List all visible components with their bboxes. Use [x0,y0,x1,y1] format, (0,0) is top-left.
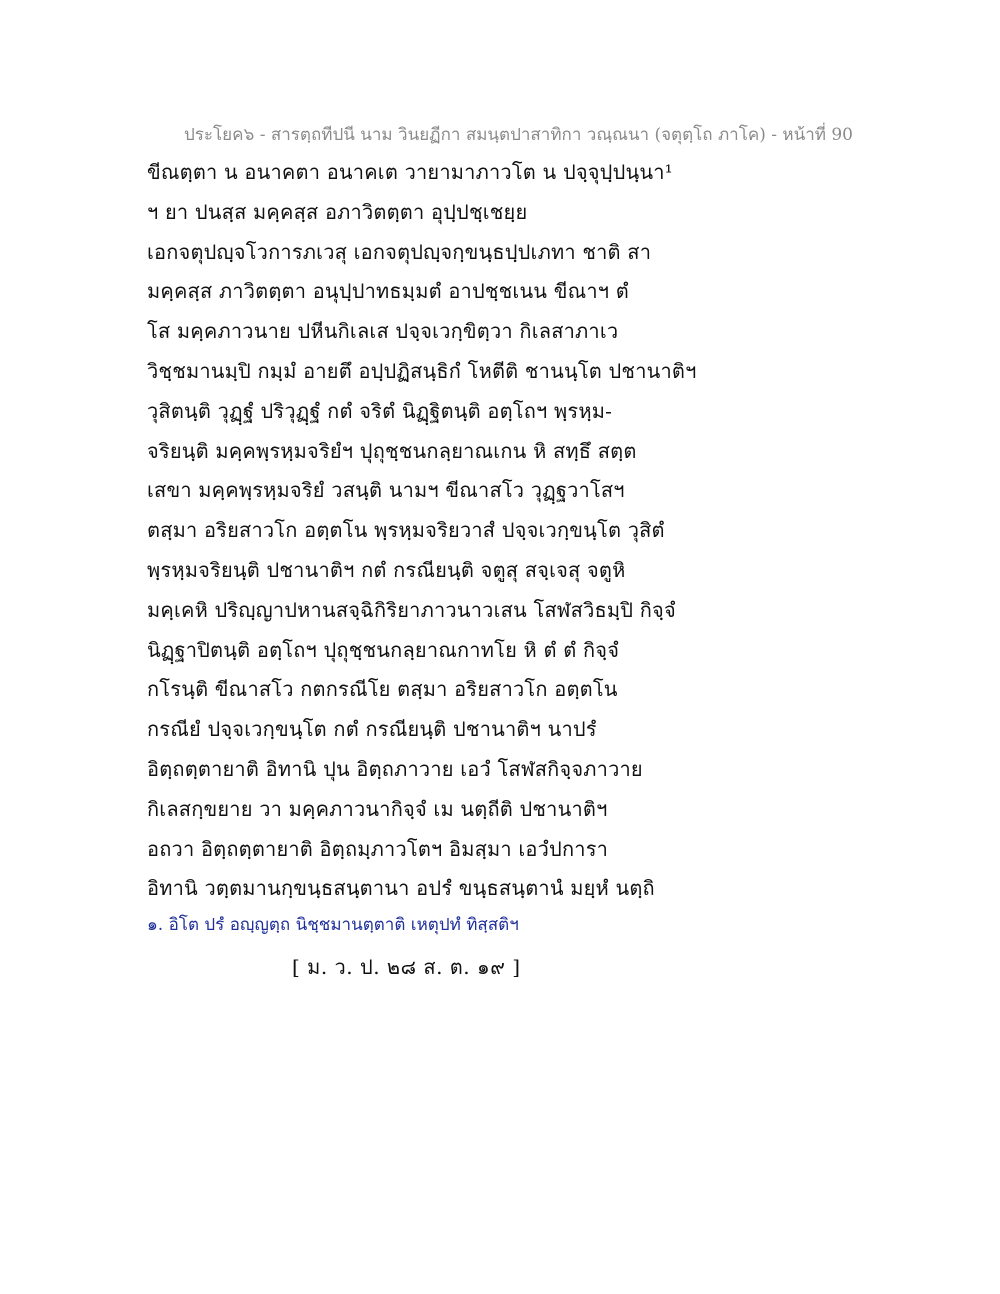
body-line: วิชฺชมานมฺปิ กมฺมํ อายตึ อปฺปฏิสนฺธิกํ โหตีติ ชานนฺโต ปชานาติฯ [147,358,697,383]
body-line: ตสฺมา อริยสาวโก อตฺตโน พฺรหฺมจริยวาสํ ปจฺจเวกฺขนฺโต วุสิตํ [147,518,665,543]
body-line: กรณียํ ปจฺจเวกฺขนฺโต กตํ กรณียนฺติ ปชานาติฯ นาปรํ [147,717,597,742]
footnote: ๑. อิโต ปรํ อญฺญตฺถ นิชฺชมานตฺตาติ เหตุปทํ ทิสฺสติฯ [147,915,519,935]
body-line: มคฺเคหิ ปริญฺญาปหานสจฺฉิกิริยาภาวนาวเสน โสฬสวิธมฺปิ กิจฺจํ [147,597,676,622]
body-line: เอกจตุปญฺจโวการภเวสุ เอกจตุปญฺจกฺขนฺธปฺปเภทา ชาติ สา [147,239,652,264]
body-line: จริยนฺติ มคฺคพฺรหฺมจริยํฯ ปุถุชฺชนกลฺยาณเกน หิ สทฺธึ สตฺต [147,438,637,463]
page-header: ประโยค๖ - สารตฺถทีปนี นาม วินยฏีกา สมนฺตปาสาทิกา วณฺณนา (จตุตฺโถ ภาโค) - หน้าที่ 90 [184,125,853,145]
body-line: อถวา อิตฺถตฺตายาติ อิตฺถมฺภาวโตฯ อิมสฺมา เอวํปการา [147,836,609,861]
body-line: อิทานิ วตฺตมานกฺขนฺธสนฺตานา อปรํ ขนฺธสนฺตานํ มยฺหํ นตฺถิ [147,876,655,901]
body-text [147,153,867,909]
body-line: กิเลสกฺขยาย วา มคฺคภาวนากิจฺจํ เม นตฺถีติ ปชานาติฯ [147,796,608,821]
body-line: นิฏฺฐาปิตนฺติ อตฺโถฯ ปุถุชฺชนกลฺยาณกาทโย หิ ตํ ตํ กิจฺจํ [147,637,620,662]
body-line: วุสิตนฺติ วุฏฺฐํ ปริวุฏฺฐํ กตํ จริตํ นิฏฺฐิตนฺติ อตฺโถฯ พฺรหฺม- [147,398,613,423]
body-line: มคฺคสฺส ภาวิตตฺตา อนุปฺปาทธมฺมตํ อาปชฺชเนน ขีณาฯ ตํ [147,279,629,304]
page-reference: [ ม. ว. ป. ๒๘ ส. ต. ๑๙ ] [292,955,521,979]
body-line: กโรนฺติ ขีณาสโว กตกรณีโย ตสฺมา อริยสาวโก อตฺตโน [147,677,618,702]
body-line: ขีณตฺตา น อนาคตา อนาคเต วายามาภาวโต น ปจฺจุปฺปนฺนา¹ [147,160,673,184]
body-line: เสขา มคฺคพฺรหฺมจริยํ วสนฺติ นามฯ ขีณาสโว วุฏฺฐวาโสฯ [147,478,625,503]
body-line: พฺรหฺมจริยนฺติ ปชานาติฯ กตํ กรณียนฺติ จตูสุ สจฺเจสุ จตูหิ [147,557,626,582]
body-line: อิตฺถตฺตายาติ อิทานิ ปุน อิตฺถภาวาย เอวํ โสฬสกิจฺจภาวาย [147,756,643,781]
body-line: โส มคฺคภาวนาย ปหีนกิเลเส ปจฺจเวกฺขิตฺวา กิเลสาภาเว [147,319,619,344]
body-line: ฯ ยา ปนสฺส มคฺคสฺส อภาวิตตฺตา อุปฺปชฺเชยฺย [147,199,528,224]
